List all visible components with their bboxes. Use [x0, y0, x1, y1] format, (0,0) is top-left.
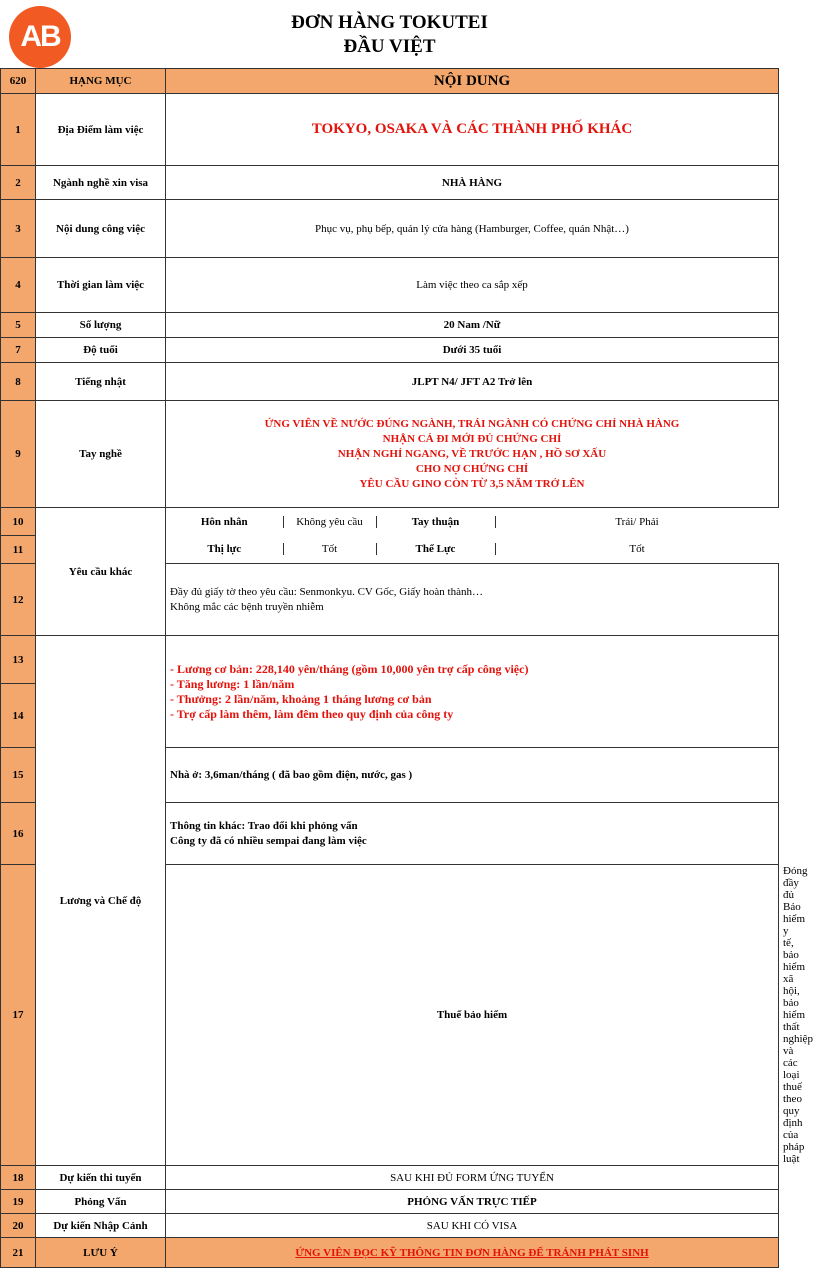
header-category: HẠNG MỤC [36, 69, 166, 94]
row-number: 4 [1, 258, 36, 313]
handedness-value: Trái/ Phải [615, 515, 659, 528]
row-number: 14 [1, 684, 36, 748]
salary-line: - Lương cơ bản: 228,140 yên/tháng (gồm 10,000 yên trợ cấp công việc) [170, 661, 529, 676]
header-content: NỘI DUNG [166, 69, 779, 94]
row-value: Phục vụ, phụ bếp, quản lý cửa hàng (Hamburger, Coffee, quán Nhật…) [166, 200, 779, 258]
row-number: 7 [1, 338, 36, 363]
fitness-value: Tốt [629, 543, 645, 556]
info-line: Công ty đã có nhiều sempai đang làm việc [170, 834, 367, 847]
row-label: Dự kiến Nhập Cảnh [36, 1214, 166, 1238]
row-number: 8 [1, 363, 36, 401]
salary-line: - Tăng lương: 1 lần/năm [170, 676, 295, 691]
row-label: Số lượng [36, 313, 166, 338]
row-number: 11 [1, 536, 36, 564]
document-subtitle: ĐẦU VIỆT [343, 36, 436, 57]
row-value: SAU KHI ĐỦ FORM ỨNG TUYỂN [166, 1166, 779, 1190]
group-label-salary: Lương và Chế độ [36, 636, 166, 1166]
skill-line: ỨNG VIÊN VỀ NƯỚC ĐÚNG NGÀNH, TRÁI NGÀNH CÓ CHỨNG CHỈ NHÀ HÀNG [264, 417, 680, 430]
eyesight-label: Thị lực [166, 543, 283, 555]
info-line: Thông tin khác: Trao đổi khi phỏng vấn [170, 819, 358, 832]
row-number: 17 [1, 865, 36, 1166]
fitness-label: Thể Lực [376, 543, 495, 555]
row-value: PHỎNG VẤN TRỰC TIẾP [166, 1190, 779, 1214]
row-label: LƯU Ý [36, 1238, 166, 1268]
requirement-line: Đầy đủ giấy tờ theo yêu cầu: Senmonkyu. CV Gốc, Giấy hoàn thành… [170, 585, 483, 598]
table-row [1, 313, 779, 338]
row-value: SAU KHI CÓ VISA [166, 1214, 779, 1238]
table-row [1, 166, 779, 200]
row-value: 20 Nam /Nữ [166, 313, 779, 338]
row-label: Phỏng Vấn [36, 1190, 166, 1214]
row-number: 16 [1, 803, 36, 865]
header-number: 620 [1, 69, 36, 94]
row-number: 19 [1, 1190, 36, 1214]
company-logo: AB [9, 6, 71, 68]
table-row [1, 363, 779, 401]
housing-info: Nhà ở: 3,6man/tháng ( đã bao gồm điện, nước, gas ) [166, 748, 779, 803]
row-label: Tiếng nhật [36, 363, 166, 401]
row-value: TOKYO, OSAKA VÀ CÁC THÀNH PHỐ KHÁC [166, 94, 779, 166]
skill-requirements [166, 401, 779, 508]
row-number: 12 [1, 564, 36, 636]
row-label: Độ tuổi [36, 338, 166, 363]
requirements-grid [166, 536, 779, 564]
skill-line: NHẬN NGHỈ NGANG, VỀ TRƯỚC HẠN , HỒ SƠ XẤU [337, 447, 607, 460]
marriage-value: Không yêu cầu [283, 516, 376, 528]
row-number: 15 [1, 748, 36, 803]
row-number: 3 [1, 200, 36, 258]
row-value: NHÀ HÀNG [166, 166, 779, 200]
row-value: Làm việc theo ca sắp xếp [166, 258, 779, 313]
row-number: 18 [1, 1166, 36, 1190]
row-label: Ngành nghề xin visa [36, 166, 166, 200]
table-row [1, 508, 779, 536]
row-label: Địa Điểm làm việc [36, 94, 166, 166]
table-row [1, 636, 779, 684]
row-number: 5 [1, 313, 36, 338]
table-row [1, 1166, 779, 1190]
handedness-label: Tay thuận [376, 516, 495, 528]
salary-details [166, 636, 779, 748]
group-label-other-requirements: Yêu cầu khác [36, 508, 166, 636]
table-row [1, 94, 779, 166]
row-value: JLPT N4/ JFT A2 Trở lên [166, 363, 779, 401]
row-number: 1 [1, 94, 36, 166]
skill-line: YÊU CẦU GINO CÒN TỪ 3,5 NĂM TRỞ LÊN [359, 477, 585, 490]
row-number: 10 [1, 508, 36, 536]
row-number: 9 [1, 401, 36, 508]
table-row [1, 401, 779, 508]
skill-line: CHO NỢ CHỨNG CHỈ [415, 462, 529, 475]
marriage-label: Hôn nhân [166, 516, 283, 528]
row-value: Dưới 35 tuổi [166, 338, 779, 363]
other-info [166, 803, 779, 865]
salary-line: - Thưởng: 2 lần/năm, khoảng 1 tháng lương cơ bản [170, 691, 432, 706]
row-label: Nội dung công việc [36, 200, 166, 258]
table-row: 17 Thuế bảo hiểm Đóng đầy đủ Bảo hiểm y tế, bảo hiểm xã hội, bảo hiểm thất nghiệp và các loại thuế theo quy định của pháp luật [1, 865, 779, 1166]
row-label: Thuế bảo hiểm [166, 865, 779, 1166]
table-row [1, 1238, 779, 1268]
row-number: 2 [1, 166, 36, 200]
table-row [1, 1214, 779, 1238]
documents-requirement [166, 564, 779, 636]
requirements-grid [166, 508, 779, 536]
row-number: 21 [1, 1238, 36, 1268]
salary-line: - Trợ cấp làm thêm, làm đêm theo quy định của công ty [170, 706, 454, 721]
table-row [1, 258, 779, 313]
order-table [0, 68, 813, 1268]
row-number: 20 [1, 1214, 36, 1238]
row-label: Dự kiến thi tuyển [36, 1166, 166, 1190]
eyesight-value: Tốt [283, 543, 376, 555]
table-row [1, 200, 779, 258]
requirement-line: Không mắc các bệnh truyền nhiễm [170, 600, 324, 613]
notice-cell [166, 1238, 779, 1268]
table-header-row [1, 69, 779, 94]
table-row [1, 338, 779, 363]
skill-line: NHẬN CẢ ĐI MỚI ĐỦ CHỨNG CHỈ [382, 432, 562, 445]
row-label: Tay nghề [36, 401, 166, 508]
row-number: 13 [1, 636, 36, 684]
notice-text: ỨNG VIÊN ĐỌC KỸ THÔNG TIN ĐƠN HÀNG ĐỂ TRÁNH PHÁT SINH [295, 1246, 649, 1259]
table-row [1, 1190, 779, 1214]
row-label: Thời gian làm việc [36, 258, 166, 313]
document-title: ĐƠN HÀNG TOKUTEI [291, 12, 488, 33]
